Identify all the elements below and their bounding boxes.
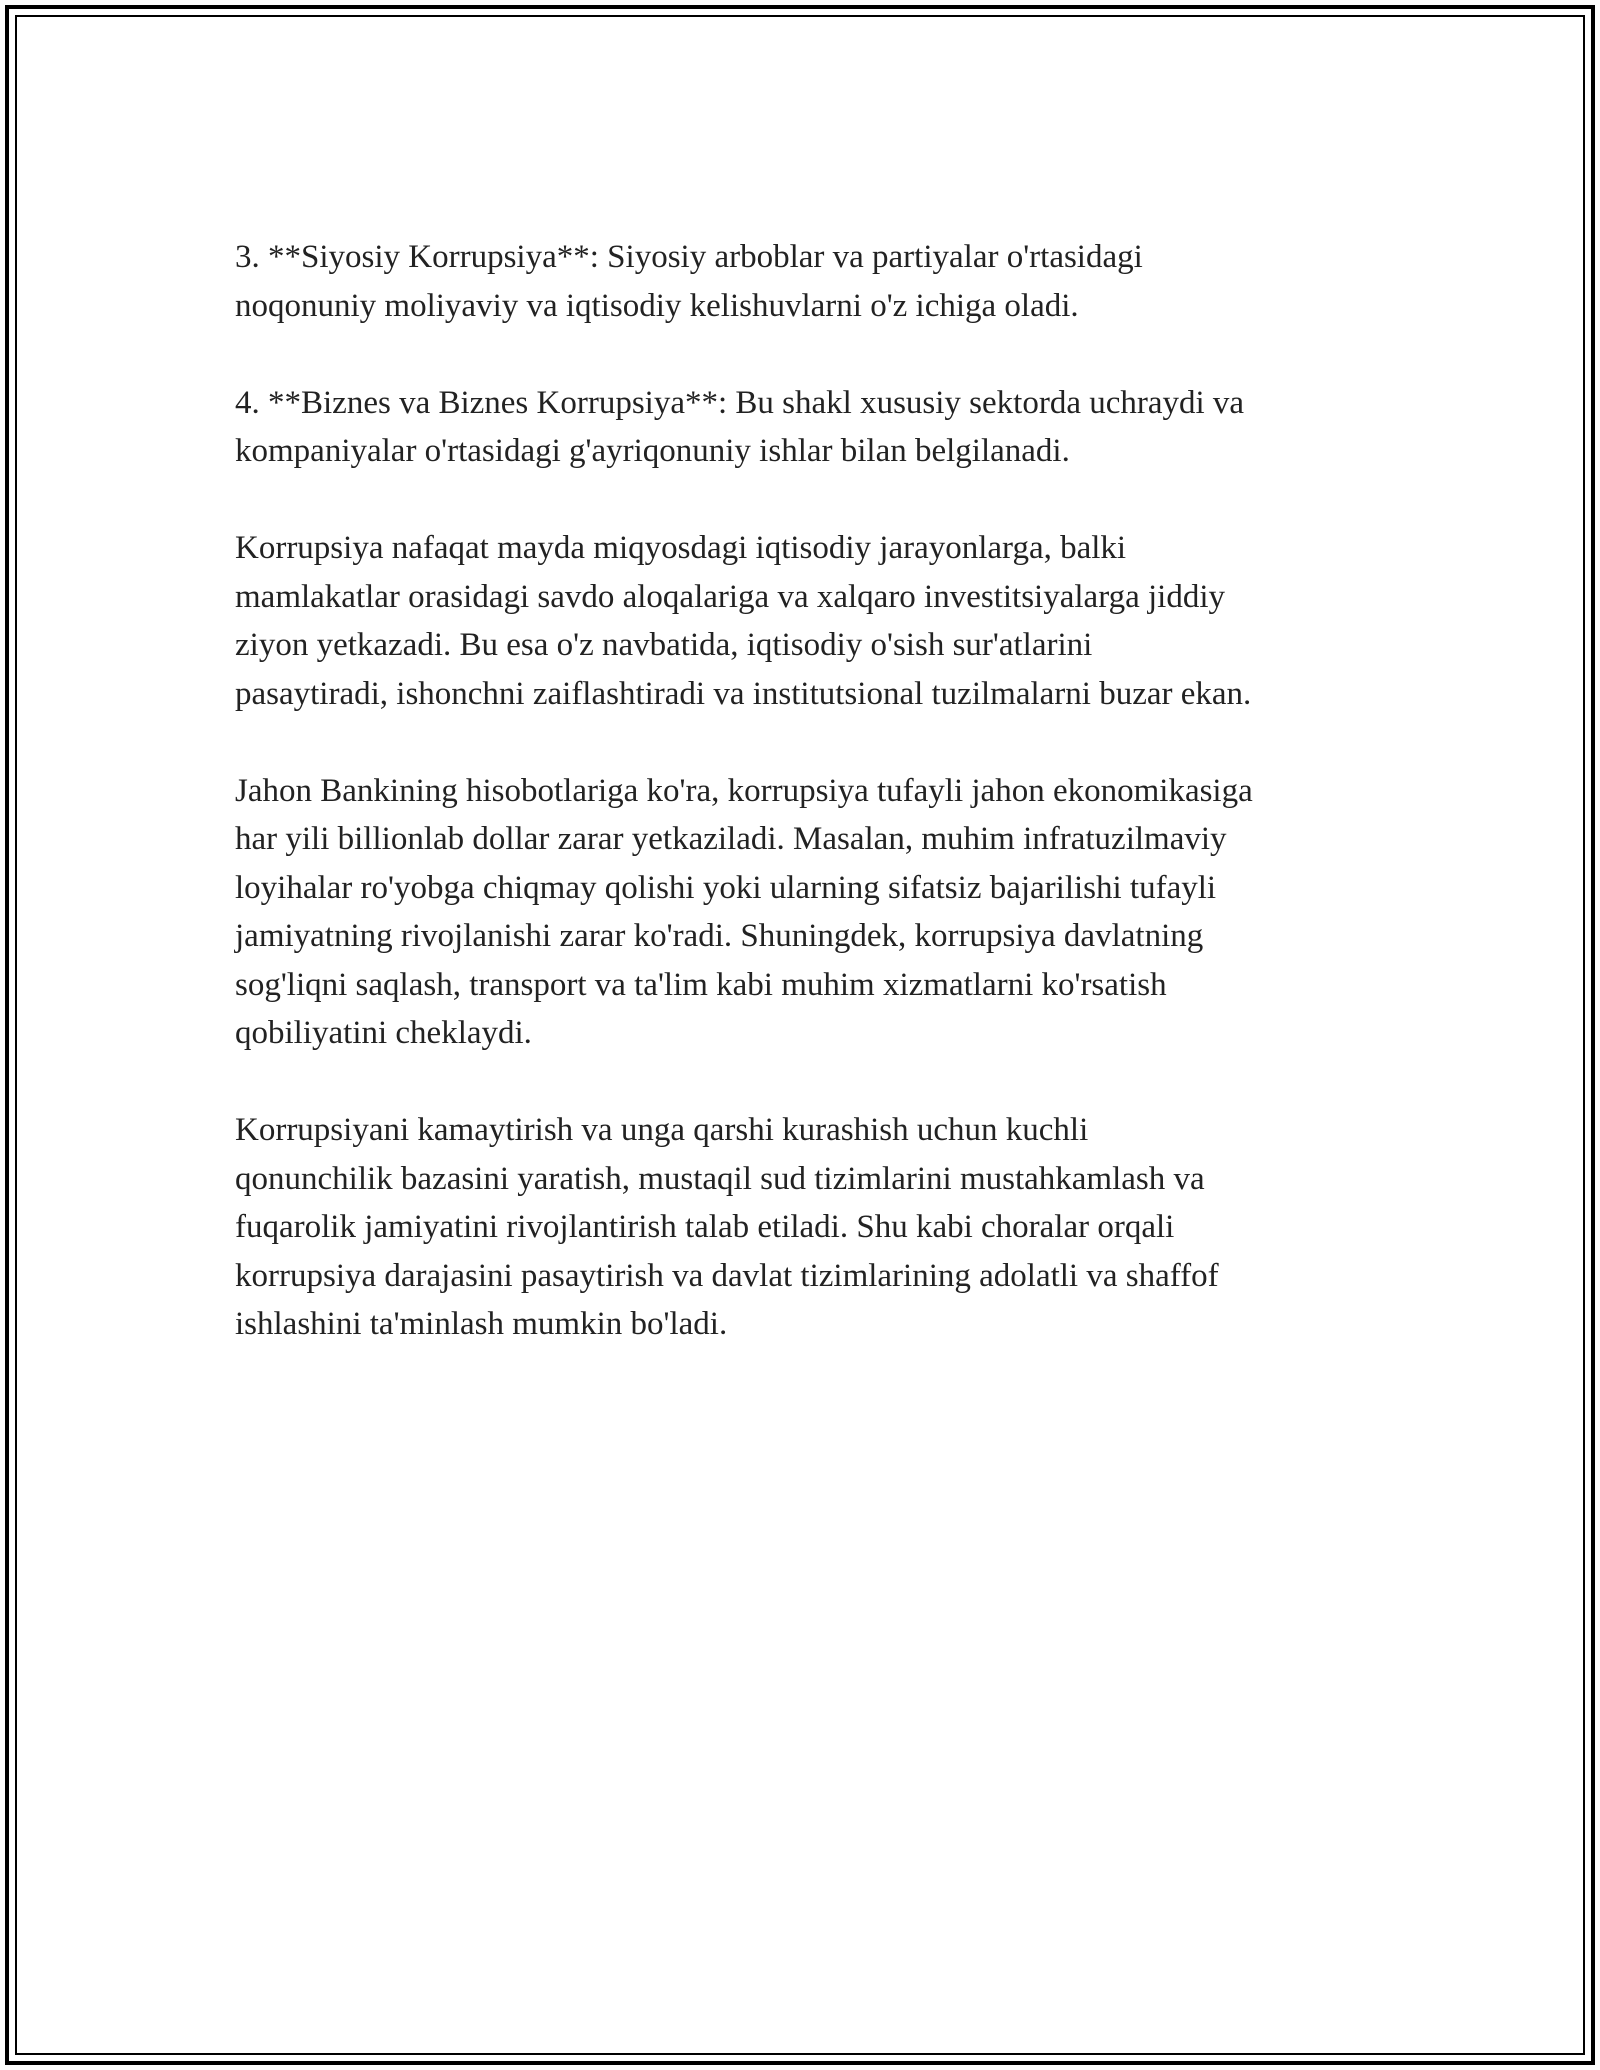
paragraph-line: ziyon yetkazadi. Bu esa o'z navbatida, iqtisodiy o'sish sur'atlarini <box>235 627 1093 663</box>
paragraph-world-bank <box>235 767 1415 1058</box>
paragraph-line: kompaniyalar o'rtasidagi g'ayriqonuniy ishlar bilan belgilanadi. <box>235 433 1070 469</box>
paragraph-line: pasaytiradi, ishonchni zaiflashtiradi va institutsional tuzilmalarni buzar ekan. <box>235 675 1252 712</box>
paragraph-economic-damage <box>235 524 1415 718</box>
paragraph-line: fuqarolik jamiyatini rivojlantirish talab etiladi. Shu kabi choralar orqali <box>235 1209 1175 1245</box>
paragraph-line: qonunchilik bazasini yaratish, mustaqil sud tizimlarini mustahkamlash va <box>235 1160 1205 1197</box>
paragraph-line: Jahon Bankining hisobotlariga ko'ra, korrupsiya tufayli jahon ekonomikasiga <box>235 772 1253 809</box>
paragraph-line: qobiliyatini cheklaydi. <box>235 1015 532 1051</box>
paragraph-political-corruption <box>235 233 1415 330</box>
paragraph-anti-corruption-measures <box>235 1106 1415 1349</box>
paragraph-line: Korrupsiyani kamaytirish va unga qarshi kurashish uchun kuchli <box>235 1112 1089 1148</box>
document-body <box>235 233 1415 1397</box>
paragraph-line: 4. **Biznes va Biznes Korrupsiya**: Bu shakl xususiy sektorda uchraydi va <box>235 384 1245 421</box>
paragraph-line: loyihalar ro'yobga chiqmay qolishi yoki ularning sifatsiz bajarilishi tufayli <box>235 869 1217 906</box>
paragraph-line: noqonuniy moliyaviy va iqtisodiy kelishuvlarni o'z ichiga oladi. <box>235 287 1079 324</box>
paragraph-line: ishlashini ta'minlash mumkin bo'ladi. <box>235 1306 728 1342</box>
paragraph-line: korrupsiya darajasini pasaytirish va davlat tizimlarining adolatli va shaffof <box>235 1257 1219 1294</box>
paragraph-line: 3. **Siyosiy Korrupsiya**: Siyosiy arboblar va partiyalar o'rtasidagi <box>235 239 1143 275</box>
paragraph-business-corruption <box>235 379 1415 476</box>
paragraph-line: Korrupsiya nafaqat mayda miqyosdagi iqtisodiy jarayonlarga, balki <box>235 530 1127 566</box>
paragraph-line: sog'liqni saqlash, transport va ta'lim kabi muhim xizmatlarni ko'rsatish <box>235 966 1167 1003</box>
paragraph-line: jamiyatning rivojlanishi zarar ko'radi. Shuningdek, korrupsiya davlatning <box>235 918 1204 954</box>
paragraph-line: har yili billionlab dollar zarar yetkaziladi. Masalan, muhim infratuzilmaviy <box>235 821 1227 857</box>
paragraph-line: mamlakatlar orasidagi savdo aloqalariga va xalqaro investitsiyalarga jiddiy <box>235 578 1225 615</box>
